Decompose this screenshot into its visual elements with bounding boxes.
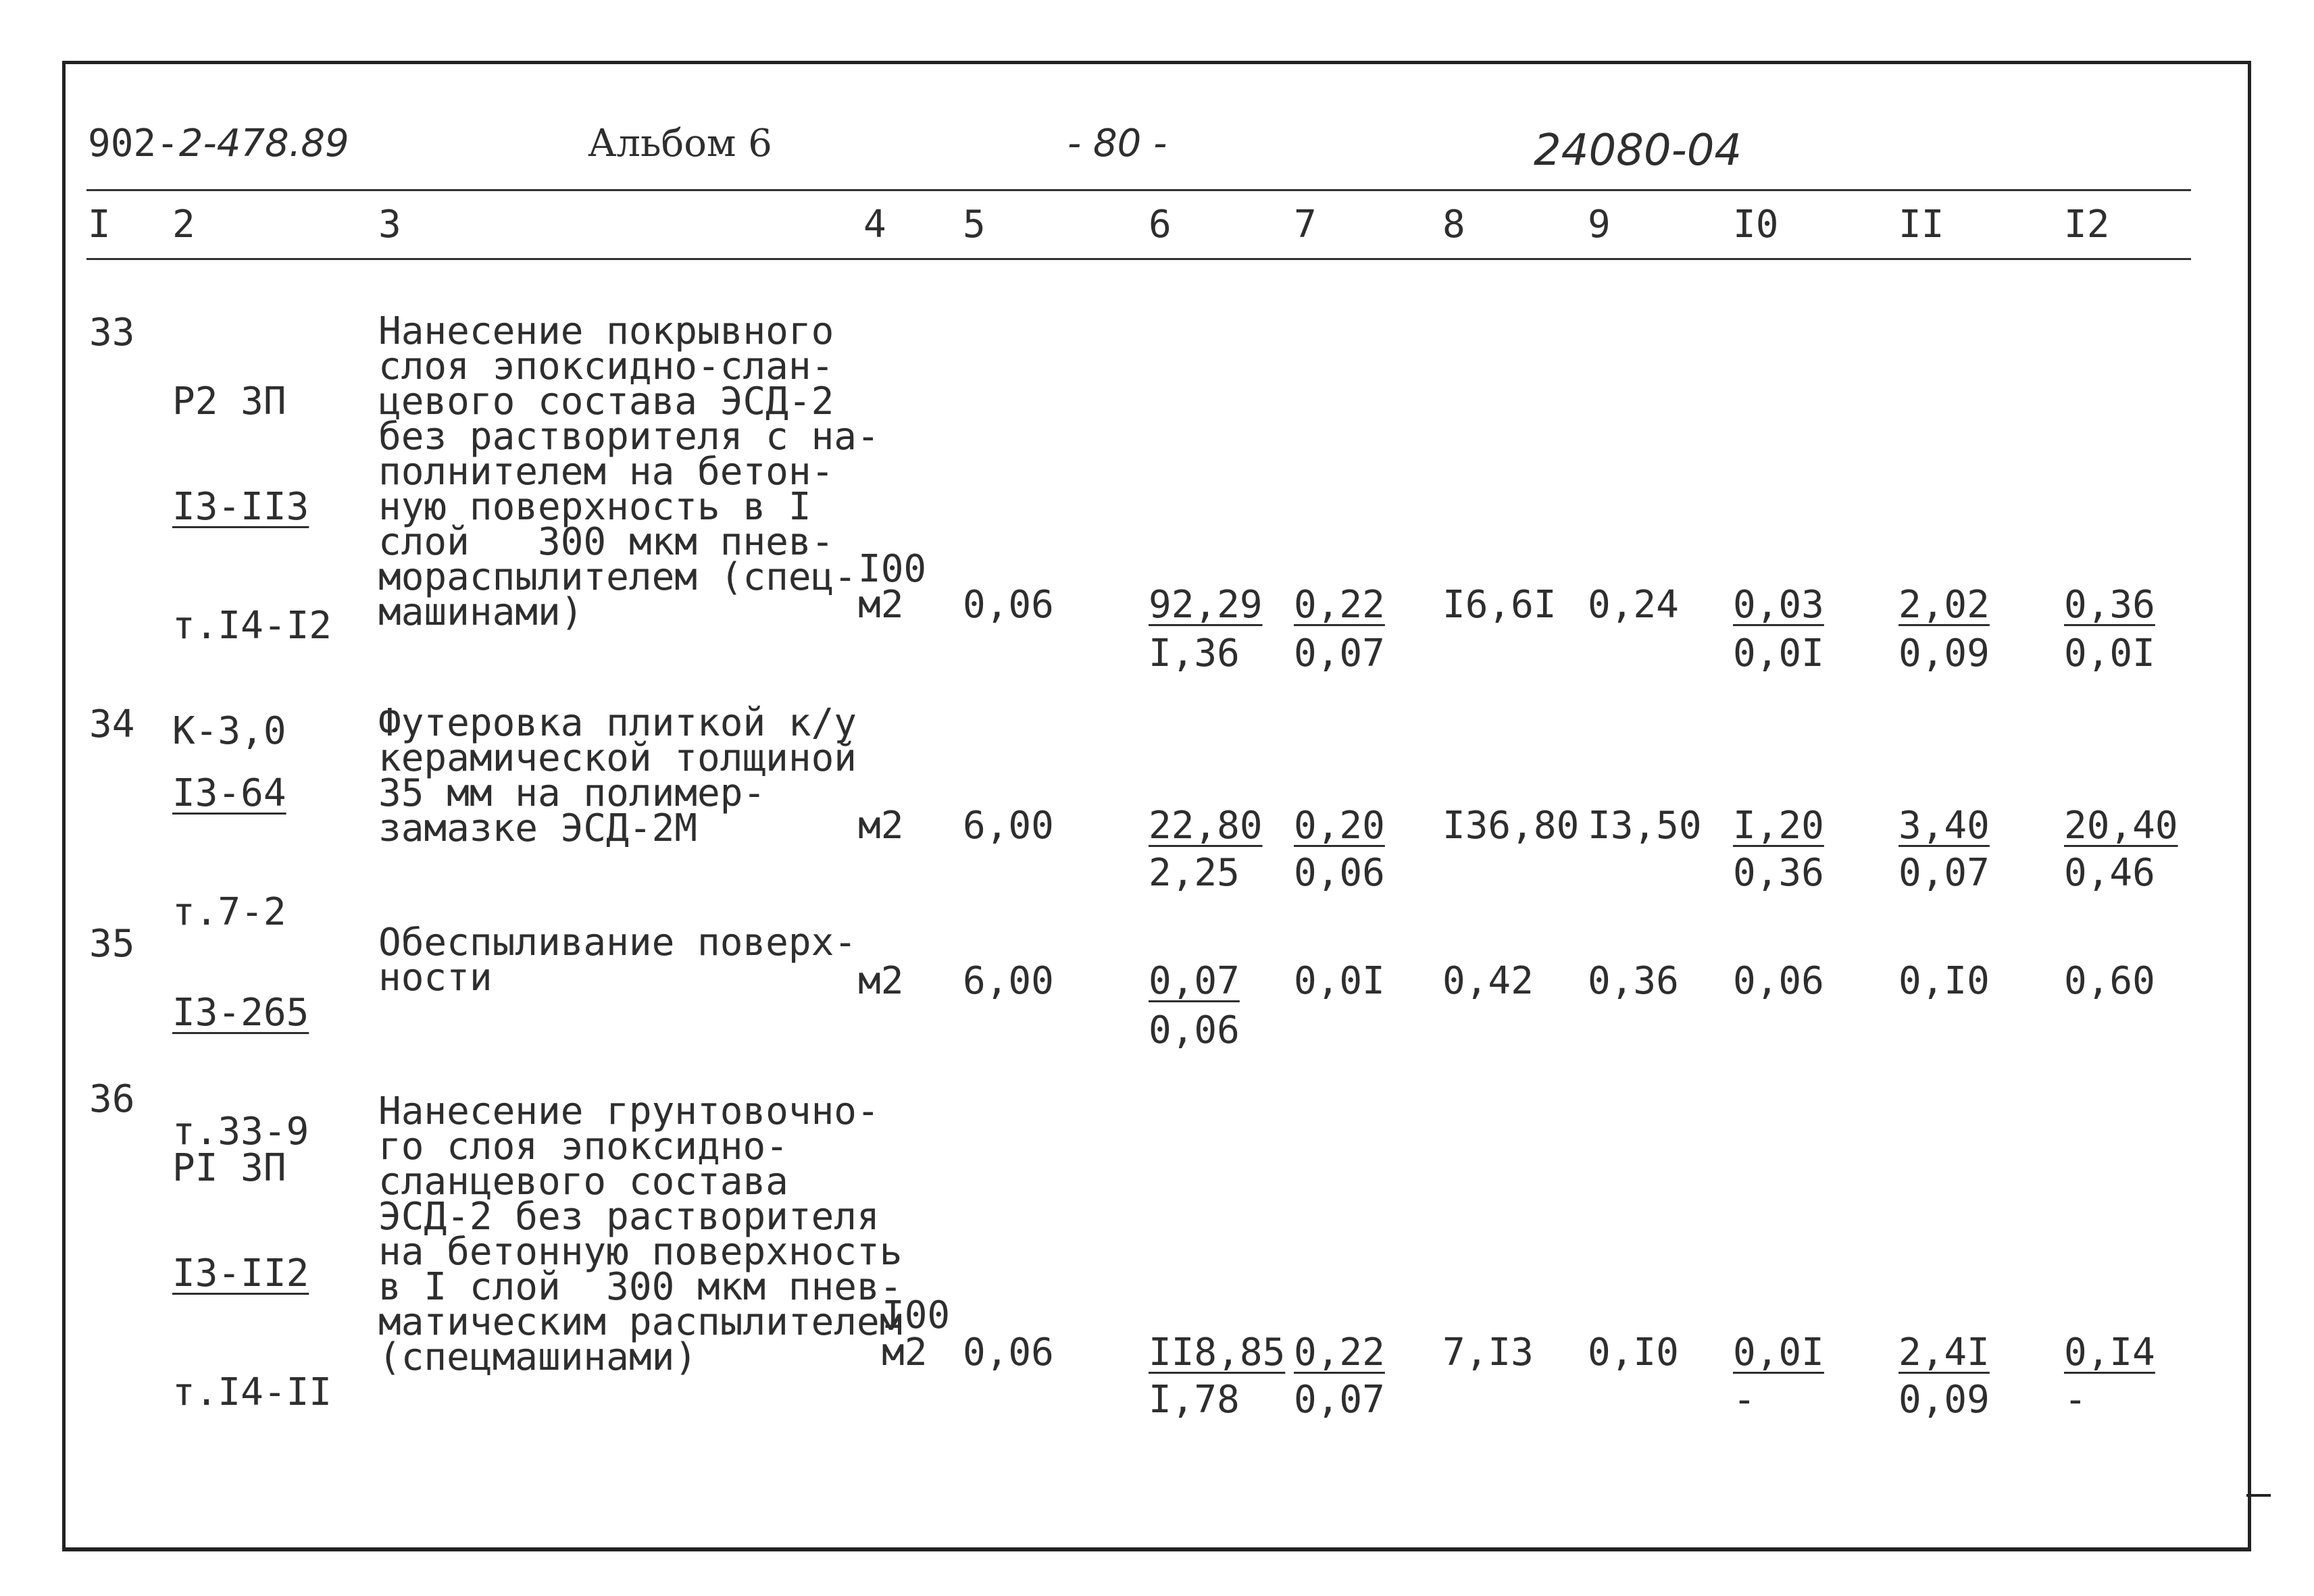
cell-c10: 0,06 — [1733, 959, 1824, 1003]
ref-line: P2 3П — [172, 380, 286, 423]
cell-c12-bottom: 0,46 — [2064, 851, 2155, 895]
row-description: Нанесение грунтовочно- го слоя эпоксидно- сланцевого состава ЭСД-2 без растворителя на бетонную поверхность в I слой 300 мкм пнев- матическим распылителем (спецмашинами) — [378, 1089, 903, 1379]
row-unit: м2 — [858, 804, 904, 848]
cell-c6-bottom: 2,25 — [1149, 851, 1240, 895]
edge-mark — [2246, 1494, 2271, 1497]
row-description: Нанесение покрывного слоя эпоксидно-слан- цевого состава ЭСД-2 без растворителя с на- полнителем на бетон- ную поверхность в I слой 300 мкм пнев- мораспылителем (спец- машинами) — [378, 309, 880, 634]
cell-c8: 7,I3 — [1442, 1331, 1534, 1374]
col-header-3: 3 — [378, 203, 401, 247]
header-project — [88, 122, 349, 165]
cell-c10-top: 0,03 — [1733, 583, 1824, 627]
row-number: 35 — [89, 922, 135, 966]
cell-c12-top: 0,I4 — [2064, 1331, 2155, 1374]
col-header-7: 7 — [1294, 203, 1317, 247]
header-rule-top — [86, 189, 2191, 191]
cell-c9: I3,50 — [1588, 804, 1702, 848]
album-label: Альбом 6 — [588, 122, 772, 165]
ref-line: PI 3П — [172, 1146, 286, 1190]
row-reference — [172, 1081, 332, 1481]
col-header-10: I0 — [1733, 203, 1779, 247]
project-code-printed: 902- — [88, 122, 179, 165]
cell-c7-bottom: 0,06 — [1294, 851, 1385, 895]
col-header-12: I2 — [2064, 203, 2110, 247]
ref-line: I3-II2 — [172, 1252, 309, 1295]
cell-c12: 0,60 — [2064, 959, 2155, 1003]
col-header-4: 4 — [863, 203, 886, 247]
document-code: 24080-04 — [1534, 126, 1742, 176]
ref-line: I3-265 — [172, 991, 309, 1035]
cell-c12-top: 0,36 — [2064, 583, 2155, 627]
row-unit: м2 — [858, 959, 904, 1003]
ref-line: т.I4-II — [172, 1370, 332, 1414]
row-description: Обеспыливание поверх- ности — [378, 921, 857, 1000]
row-number: 34 — [89, 702, 135, 746]
row-quantity: 0,06 — [963, 583, 1054, 627]
row-unit: I00 — [882, 1293, 951, 1337]
cell-c11-top: 3,40 — [1898, 804, 1990, 848]
cell-c7-top: 0,22 — [1294, 583, 1385, 627]
cell-c10-bottom: 0,36 — [1733, 851, 1824, 895]
col-header-8: 8 — [1442, 203, 1465, 247]
cell-c11-bottom: 0,07 — [1898, 851, 1990, 895]
ref-line: К-3,0 — [172, 709, 286, 753]
cell-c6-top: II8,85 — [1149, 1331, 1286, 1374]
cell-c11: 0,I0 — [1898, 959, 1990, 1003]
project-code-handwritten: 2-478.89 — [178, 122, 349, 165]
ref-line: I3-II3 — [172, 485, 309, 529]
cell-c12-bottom: - — [2064, 1378, 2087, 1422]
row-quantity: 0,06 — [963, 1331, 1054, 1374]
col-header-2: 2 — [172, 203, 195, 247]
cell-c7-bottom: 0,07 — [1294, 1378, 1385, 1422]
page-number: - 80 - — [1067, 122, 1167, 165]
col-header-9: 9 — [1588, 203, 1611, 247]
cell-c10-bottom: 0,0I — [1733, 632, 1824, 675]
cell-c10-top: 0,0I — [1733, 1331, 1824, 1374]
row-unit: м2 — [858, 583, 904, 627]
cell-c6-bottom: 0,06 — [1149, 1008, 1240, 1052]
cell-c7-top: 0,20 — [1294, 804, 1385, 848]
cell-c10-top: I,20 — [1733, 804, 1824, 848]
cell-c9: 0,36 — [1588, 959, 1679, 1003]
cell-c7-bottom: 0,07 — [1294, 632, 1385, 675]
col-header-1: I — [88, 203, 111, 247]
cell-c11-bottom: 0,09 — [1898, 1378, 1990, 1422]
ref-line: т.7-2 — [172, 890, 286, 934]
cell-c9: 0,24 — [1588, 583, 1679, 627]
cell-c11-top: 2,4I — [1898, 1331, 1990, 1374]
cell-c6-bottom: I,36 — [1149, 632, 1240, 675]
cell-c6-bottom: I,78 — [1149, 1378, 1240, 1422]
cell-c8: I6,6I — [1442, 583, 1557, 627]
cell-c6-top: 22,80 — [1149, 804, 1263, 848]
cell-c12-top: 20,40 — [2064, 804, 2178, 848]
row-quantity: 6,00 — [963, 804, 1054, 848]
cell-c10-bottom: - — [1733, 1378, 1756, 1422]
col-header-11: II — [1898, 203, 1944, 247]
ref-line: I3-64 — [172, 771, 286, 815]
row-description: Футеровка плиткой к/у керамической толщиной 35 мм на полимер- замазке ЭСД-2М — [378, 701, 857, 850]
cell-c12-bottom: 0,0I — [2064, 632, 2155, 675]
cell-c8: I36,80 — [1442, 804, 1580, 848]
cell-c7: 0,0I — [1294, 959, 1385, 1003]
cell-c6-top: 92,29 — [1149, 583, 1263, 627]
ref-line: т.I4-I2 — [172, 604, 332, 648]
cell-c7-top: 0,22 — [1294, 1331, 1385, 1374]
cell-c11-bottom: 0,09 — [1898, 632, 1990, 675]
header-rule-bottom — [86, 258, 2191, 260]
row-quantity: 6,00 — [963, 959, 1054, 1003]
col-header-5: 5 — [963, 203, 986, 247]
cell-c11-top: 2,02 — [1898, 583, 1990, 627]
col-header-6: 6 — [1149, 203, 1172, 247]
row-number: 33 — [89, 311, 135, 355]
row-number: 36 — [89, 1077, 135, 1121]
row-unit: м2 — [882, 1331, 928, 1374]
cell-c9: 0,I0 — [1588, 1331, 1679, 1374]
cell-c8: 0,42 — [1442, 959, 1534, 1003]
cell-c6-top: 0,07 — [1149, 959, 1240, 1003]
row-unit: I00 — [858, 547, 927, 591]
ref-line: т.33-9 — [172, 1110, 309, 1154]
